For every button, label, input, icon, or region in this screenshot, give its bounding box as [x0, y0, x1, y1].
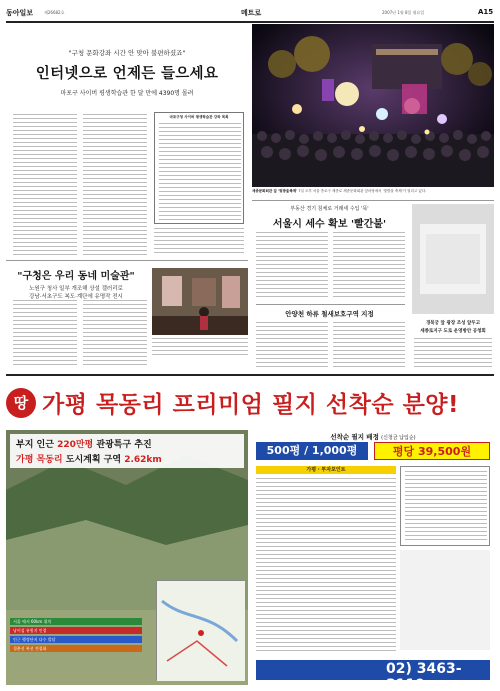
ad-left-line1a: 부지 인근: [16, 440, 54, 450]
ad-left-line1b: 220만평: [57, 440, 94, 450]
ad-left-headline-box: [10, 434, 244, 468]
ad-right-list: [256, 478, 396, 653]
ad-info-table: [400, 466, 490, 546]
divider: [252, 200, 494, 201]
ad-info-table-rows: [405, 471, 487, 543]
story3-subhead1: 노원구 청사 일부 개조해 상설 갤러리로: [29, 286, 123, 292]
story3-text-col2: [83, 300, 147, 368]
gallery-image: [152, 268, 248, 335]
map-image: [157, 581, 245, 681]
right-column-photo: [412, 204, 494, 314]
story1-text-col1: [13, 114, 77, 256]
section-name: 메트로: [241, 9, 262, 17]
ad-banner: [6, 378, 494, 428]
story1-headline: 인터넷으로 언제든 들으세요: [35, 66, 219, 82]
ad-price1: 500평 / 1,000평: [256, 442, 368, 460]
ad-bullet-2: 남이섬 유원지 인접: [10, 627, 142, 634]
course-list-table: [159, 123, 241, 221]
ad-right-title: 선착순 필지 배정: [330, 433, 379, 441]
ad-left-line2c: 2.62km: [124, 455, 162, 465]
story1-subhead: 마포구 사이버 평생학습관 한 달 만에 4390명 몰려: [60, 90, 194, 97]
ad-phone[interactable]: 02) 3463-3119: [386, 661, 462, 691]
festival-photo: [252, 24, 494, 187]
masthead-rule: [6, 21, 494, 23]
story3-subhead2: 강남·서초구도 복도·계단에 유명작 전시: [29, 294, 123, 300]
ad-side-image: [400, 550, 490, 650]
divider: [6, 260, 248, 261]
story2b-text-col1: [256, 322, 328, 368]
ad-left-line2b: 도시계획 구역: [65, 455, 122, 465]
ad-top-rule: [6, 374, 494, 376]
divider: [256, 304, 405, 305]
paper-name: 동아일보: [6, 9, 34, 17]
story1-text-col3: [154, 228, 244, 256]
story2-kicker: 부동산 경기 침체로 거래세 수입 '뚝': [290, 206, 369, 212]
ad-left-panel: [6, 430, 248, 685]
story3-text-col1: [13, 300, 77, 368]
ad-left-line2a: 가평 목동리: [16, 455, 63, 465]
story2-headline: 서울시 세수 확보 '빨간불': [272, 219, 387, 230]
ad-map: [156, 580, 244, 680]
date: 2007년 1월 8일 월요일: [382, 10, 425, 15]
ad-headline: 가평 목동리 프리미엄 필지 선착순 분양!: [42, 392, 460, 418]
photo1-caption-text: 7일 오후 서울 종로구 세종로 세종문화회관 앞마당에서 '빛방울 축제'가 열리고 있다.: [298, 189, 427, 193]
course-list-title: 마포구청 사이버 평생학습관 강좌 목록: [169, 115, 229, 119]
ad-left-line1c: 관광특구 추진: [96, 440, 152, 450]
ad-contact-bar: [256, 660, 490, 691]
story2b-text-col2: [333, 322, 405, 368]
story1-text-col2: [83, 114, 147, 256]
ad-bullet-1: 서울 에서 60km 위치: [10, 618, 142, 625]
rightcol-title1: 경북궁 앞 광장 조성 앞두고: [425, 321, 481, 326]
festival-scene-image: [252, 24, 494, 187]
ad-right-sub: (신청금 납입순): [381, 435, 416, 441]
rightcol-title2: 세종로지구 도로 운영방안 공청회: [420, 329, 486, 334]
ad-price2: 평당 39,500원: [374, 442, 490, 460]
masthead: [6, 8, 494, 22]
story2-text-col1: [256, 232, 328, 300]
story2-text-col2: [333, 232, 405, 300]
gallery-caption: [152, 338, 248, 358]
ad-left-line1: [16, 437, 152, 450]
ad-right-panel: [252, 430, 494, 691]
ad-list-title: 가평 · 투자포인트: [256, 466, 396, 474]
ad-left-line2: [16, 452, 162, 465]
ad-bullet-4: 경춘선 복선 전철화: [10, 645, 142, 652]
photo1-caption-title: 세종문화회관 앞 '빛방울축제': [252, 189, 298, 193]
issue-number: 제26682호: [44, 10, 65, 15]
story1-kicker: "구청 문화강좌 시간 안 맞아 불편하셨죠": [68, 49, 186, 57]
photo1-caption: [252, 189, 494, 199]
page-number: A15: [478, 8, 494, 16]
gallery-photo: [152, 268, 248, 335]
ad-bullets: [10, 618, 142, 654]
story3-headline: "구청은 우리 동네 미술관": [17, 271, 135, 282]
course-list-box: [154, 112, 244, 224]
landscape-image: [412, 204, 494, 314]
rightcol-text: [414, 338, 492, 368]
story2-subheadline: 안양천 하류 철새보호구역 지정: [285, 310, 374, 318]
ad-badge: 땅: [6, 388, 36, 418]
ad-right-title-row: [252, 432, 494, 441]
ad-bullet-3: 인근 행정단지 다수 발달: [10, 636, 142, 643]
